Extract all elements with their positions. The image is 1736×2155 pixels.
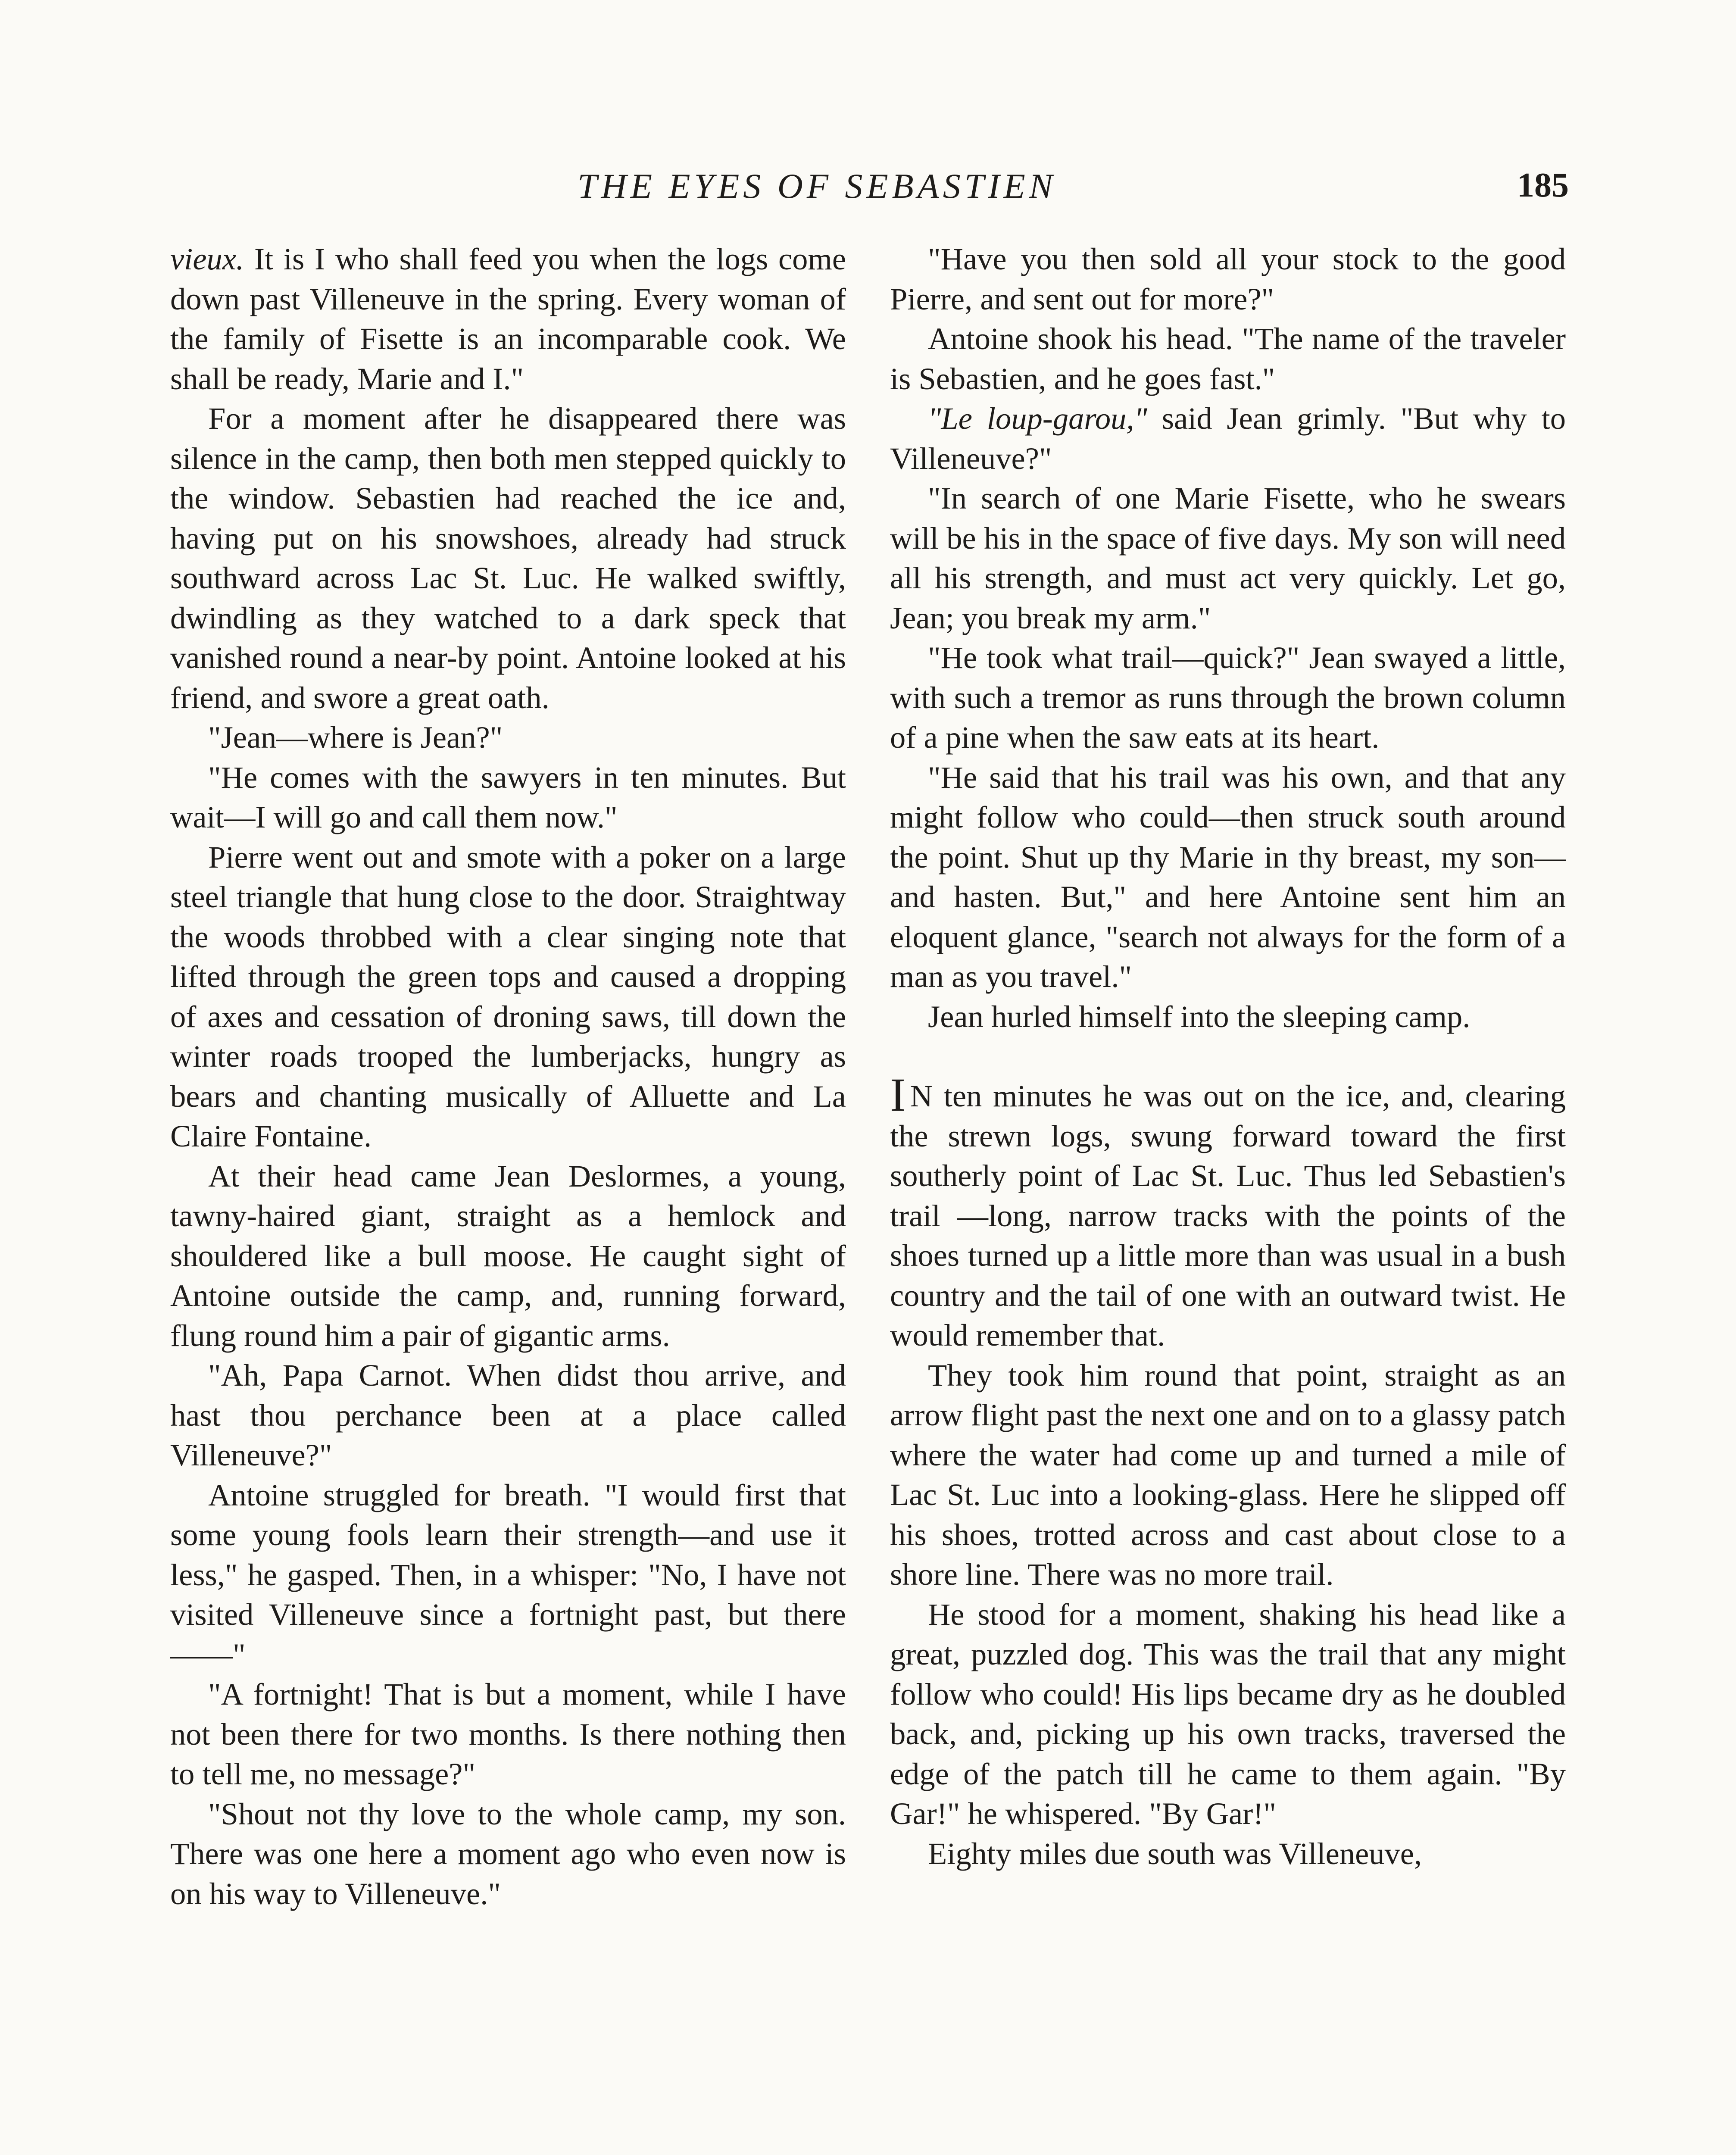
paragraph: For a moment after he disappeared there was silence in the camp, then both men stepped quickly to the window. Sebastien had reached the ice and, having put on his snowshoes, already had struck southward across Lac St. Luc. He walked swiftly, dwindling as they watched to a dark speck that vanished round a near-by point. Antoine looked at his friend, and swore a great oath. xyxy=(170,401,846,715)
paragraph: He stood for a moment, shaking his head like a great, puzzled dog. This was the trail that any might follow who could! His lips became dry as he doubled back, and, picking up his own tracks, traversed the edge of the patch till he came to them again. "By Gar!" he whispered. "By Gar!" xyxy=(890,1596,1566,1831)
paragraph: Antoine struggled for breath. "I would first that some young fools learn their strength—and use it less," he gasped. Then, in a whisper: "No, I have not visited Villeneuve since a fortnight past, but there——" xyxy=(170,1477,846,1672)
paragraph: They took him round that point, straight as an arrow flight past the next one and on to a glassy patch where the water had come up and turned a mile of Lac St. Luc into a looking-glass. Here he slipped off his shoes, trotted across and cast about close to a shore line. There was no more trail. xyxy=(890,1357,1566,1592)
paragraph xyxy=(890,399,1566,478)
paragraph-text: It is I who shall feed you when the logs come down past Villeneuve in the spring. Every woman of the family of Fisette is an incomparable cook. We shall be ready, Marie and I." xyxy=(170,241,846,396)
paragraph-text: said Jean grimly. "But why to Villeneuve?" xyxy=(890,401,1566,476)
paragraph: "He comes with the sawyers in ten minutes. But wait—I will go and call them now." xyxy=(170,759,846,834)
paragraph: Eighty miles due south was Villeneuve, xyxy=(928,1836,1422,1871)
paragraph: "Jean—where is Jean?" xyxy=(208,720,503,755)
paragraph: "He said that his trail was his own, and that any might follow who could—then struck south around the point. Shut up thy Marie in thy breast, my son—and hasten. But," and here Antoine sent him an eloquent glance, "search not always for the form of a man as you travel." xyxy=(890,759,1566,994)
left-column xyxy=(170,239,846,1914)
section-start-paragraph xyxy=(890,1068,1566,1355)
italic-phrase: "Le loup-garou," xyxy=(928,401,1147,436)
paragraph: "He took what trail—quick?" Jean swayed a little, with such a tremor as runs through the brown column of a pine when the saw eats at its heart. xyxy=(890,640,1566,755)
italic-word: vieux. xyxy=(170,241,244,276)
right-column xyxy=(890,239,1566,1874)
paragraph: "Ah, Papa Carnot. When didst thou arrive, and hast thou perchance been at a place called Villeneuve?" xyxy=(170,1358,846,1472)
paragraph: "In search of one Marie Fisette, who he swears will be his in the space of five days. My son will need all his strength, and must act very quickly. Let go, Jean; you break my arm." xyxy=(890,481,1566,635)
paragraph: Jean hurled himself into the sleeping camp. xyxy=(928,999,1471,1034)
paragraph: "Shout not thy love to the whole camp, my son. There was one here a moment ago who even now is on his way to Villeneuve." xyxy=(170,1796,846,1911)
paragraph xyxy=(170,239,846,399)
page-number: 185 xyxy=(1517,166,1569,204)
drop-cap: I xyxy=(890,1068,906,1121)
paragraph: At their head came Jean Deslormes, a young, tawny-haired giant, straight as a hemlock and shouldered like a bull moose. He caught sight of Antoine outside the camp, and, running forward, flung round him a pair of gigantic arms. xyxy=(170,1158,846,1353)
paragraph: Antoine shook his head. "The name of the traveler is Sebastien, and he goes fast." xyxy=(890,321,1566,396)
running-head: THE EYES OF SEBASTIEN xyxy=(578,166,1057,206)
paragraph: "A fortnight! That is but a moment, while I have not been there for two months. Is there nothing then to tell me, no message?" xyxy=(170,1677,846,1791)
paragraph-text: N ten minutes he was out on the ice, and, clearing the strewn logs, swung forward toward the first southerly point of Lac St. Luc. Thus led Sebastien's trail —long, narrow tracks with the points of the shoes turned up a little more than was usual in a bush country and the tail of one with an outward twist. He would remember that. xyxy=(890,1078,1566,1352)
paragraph: Pierre went out and smote with a poker on a large steel triangle that hung close to the door. Straightway the woods throbbed with a clear singing note that lifted through the green tops and caused a dropping of axes and cessation of droning saws, till down the winter roads trooped the lumberjacks, hungry as bears and chanting musically of Alluette and La Claire Fontaine. xyxy=(170,839,846,1153)
paragraph: "Have you then sold all your stock to the good Pierre, and sent out for more?" xyxy=(890,241,1566,316)
